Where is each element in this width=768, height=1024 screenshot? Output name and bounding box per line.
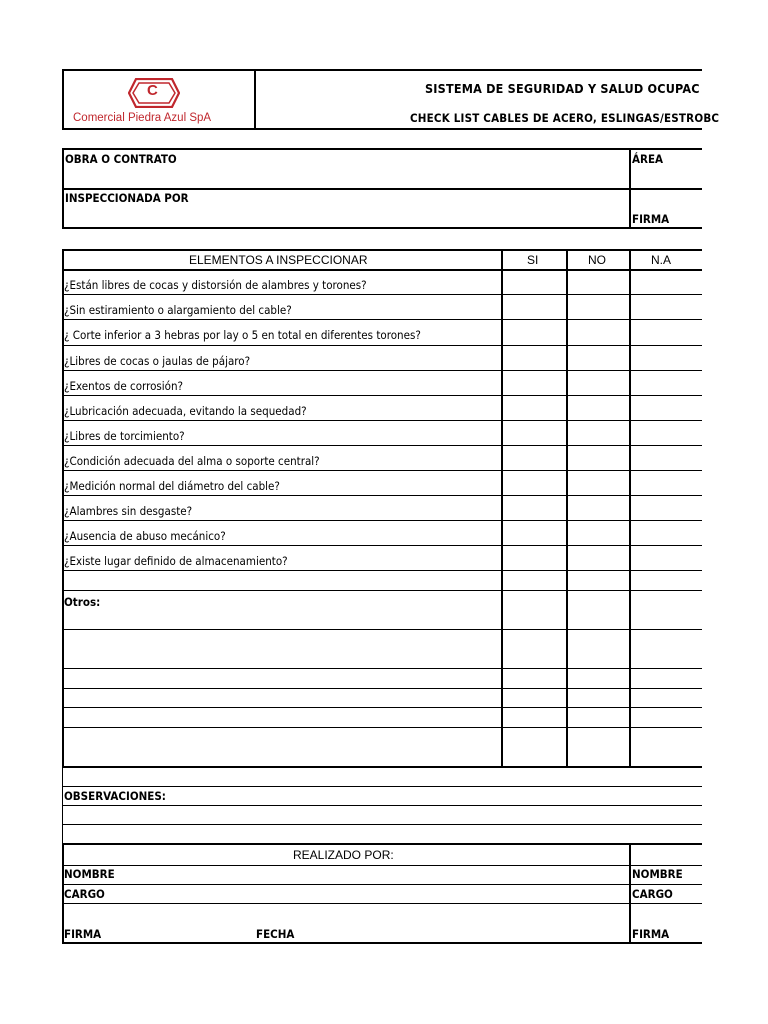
row-line xyxy=(62,727,702,728)
fecha-label: FECHA xyxy=(256,927,295,941)
col-na-divider xyxy=(629,249,631,768)
checklist-item: ¿Están libres de cocas y distorsión de alambres y torones? xyxy=(64,278,367,292)
signoff-divider xyxy=(629,843,631,944)
row-line xyxy=(62,668,702,669)
checklist-item: ¿Libres de cocas o jaulas de pájaro? xyxy=(64,354,251,368)
area-label: ÁREA xyxy=(632,152,664,166)
realizado-label: REALIZADO POR: xyxy=(293,848,394,862)
col-header-na: N.A xyxy=(651,253,672,267)
checklist-item: ¿Lubricación adecuada, evitando la sequedad? xyxy=(64,404,307,418)
inspeccionada-label: INSPECCIONADA POR xyxy=(65,191,189,205)
col-header-si: SI xyxy=(527,253,539,267)
obs-line xyxy=(62,824,702,825)
row-line xyxy=(62,590,702,591)
col-header-elements: ELEMENTOS A INSPECCIONAR xyxy=(189,253,368,267)
checklist-item: ¿Sin estiramiento o alargamiento del cable? xyxy=(64,303,292,317)
col-header-no: NO xyxy=(588,253,606,267)
row-line xyxy=(62,707,702,708)
row-line xyxy=(62,345,702,346)
otros-label: Otros: xyxy=(64,595,101,609)
obs-line xyxy=(62,786,702,787)
checklist-item: ¿Condición adecuada del alma o soporte central? xyxy=(64,454,320,468)
checklist-item: ¿Ausencia de abuso mecánico? xyxy=(64,529,226,543)
row-line xyxy=(62,420,702,421)
nombre-label: NOMBRE xyxy=(64,867,115,881)
header-divider xyxy=(254,69,256,130)
col-no-divider xyxy=(566,249,568,768)
row-line xyxy=(62,545,702,546)
info-row-line xyxy=(62,188,702,190)
row-line xyxy=(62,520,702,521)
row-line xyxy=(62,370,702,371)
observaciones-label: OBSERVACIONES: xyxy=(64,789,166,803)
table-header-line xyxy=(62,269,702,271)
signoff-line xyxy=(62,884,702,885)
company-name: Comercial Piedra Azul SpA xyxy=(73,112,212,124)
checklist-item: ¿Medición normal del diámetro del cable? xyxy=(64,479,280,493)
row-line xyxy=(62,470,702,471)
signoff-line xyxy=(62,903,702,904)
row-line xyxy=(62,395,702,396)
checklist-item: ¿Existe lugar definido de almacenamiento? xyxy=(64,554,288,568)
row-line xyxy=(62,445,702,446)
obs-left-border xyxy=(62,768,63,844)
cargo-label-right: CARGO xyxy=(632,887,673,901)
nombre-label-right: NOMBRE xyxy=(632,867,683,881)
row-line xyxy=(62,688,702,689)
firma-label-right: FIRMA xyxy=(632,927,670,941)
obra-label: OBRA O CONTRATO xyxy=(65,152,177,166)
row-line xyxy=(62,570,702,571)
row-line xyxy=(62,495,702,496)
checklist-item: ¿Libres de torcimiento? xyxy=(64,429,185,443)
company-logo xyxy=(128,78,180,108)
form-subtitle: CHECK LIST CABLES DE ACERO, ESLINGAS/ESTROBC xyxy=(410,111,720,125)
row-line xyxy=(62,629,702,630)
firma-label-top: FIRMA xyxy=(632,212,670,226)
firma-label-bottom: FIRMA xyxy=(64,927,102,941)
obs-line xyxy=(62,805,702,806)
checklist-item: ¿ Corte inferior a 3 hebras por lay o 5 en total en diferentes torones? xyxy=(64,328,421,342)
cargo-label: CARGO xyxy=(64,887,105,901)
checklist-item: ¿Alambres sin desgaste? xyxy=(64,504,193,518)
row-line xyxy=(62,319,702,320)
checklist-item: ¿Exentos de corrosión? xyxy=(64,379,184,393)
signoff-line xyxy=(62,865,702,866)
row-line xyxy=(62,294,702,295)
form-title: SISTEMA DE SEGURIDAD Y SALUD OCUPAC xyxy=(425,81,700,96)
col-si-divider xyxy=(501,249,503,768)
logo-letter: C xyxy=(147,82,158,99)
